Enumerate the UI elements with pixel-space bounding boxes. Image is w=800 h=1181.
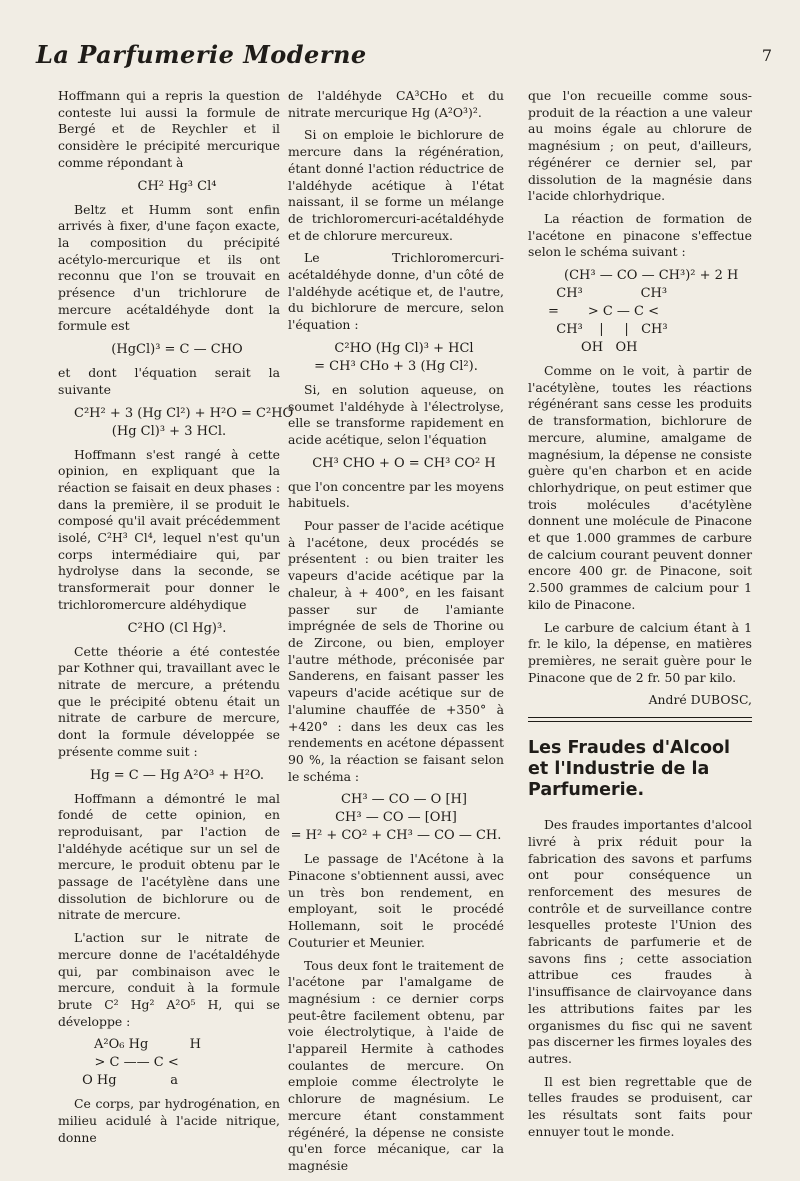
page-number: 7: [761, 46, 772, 65]
paragraph: Tous deux font le traitement de l'acétone par l'amalgame de magnésium : ce dernier corps peut-être facilement obtenu, par voie électrolytique, à l'aide de l'appareil Hermite à cathodes coulantes de mercure. On emploie comme électrolyte le chlorure de magnésium. Le mercure étant constamment régénéré, la dépense ne consiste qu'en force mécanique, car la magnésie: [288, 957, 504, 1173]
formula-structural: A²O₆ Hg H > C —— C < O Hg a: [82, 1037, 201, 1089]
paragraph: Hoffmann s'est rangé à cette opinion, en expliquant que la réaction se faisait en deux phases : dans la première, il se produit le composé qu'il avait précédemment isolé, C²H³ Cl⁴, lequel n'est qu'un corps intermédiaire qui, par hydrolyse dans la seconde, se transformerait pour donner le trichloromercure aldéhydique: [58, 446, 280, 612]
formula: C²H² + 3 (Hg Cl²) + H²O = C²HO (Hg Cl)³ + 3 HCl.: [74, 405, 294, 439]
page-header: [36, 40, 772, 74]
paragraph: Cette théorie a été contestée par Kothner qui, travaillant avec le nitrate de mercure, a prétendu que le précipité obtenu était un nitrate de carbure de mercure, dont la formule développée se présente comme suit :: [58, 643, 280, 759]
paragraph: Si, en solution aqueuse, on soumet l'aldéhyde à l'électrolyse, elle se transforme rapidement en acide acétique, selon l'équation: [288, 381, 504, 447]
paragraph: Hoffmann qui a repris la question conteste lui aussi la formule de Bergé et de Reychler et il considère le précipité mercurique comme répondant à: [58, 88, 280, 170]
column-1: [58, 88, 294, 1152]
paragraph: de l'aldéhyde CA³CHo et du nitrate mercurique Hg (A²O³)².: [288, 88, 504, 120]
formula: CH³ — CO — O [H] CH³ — CO — [OH] = H² + CO² + CH³ — CO — CH.: [290, 792, 502, 844]
paragraph: que l'on recueille comme sous-produit de la réaction a une valeur au moins égale au chlorure de magnésium ; on peut, d'ailleurs, régénérer ce dernier sel, par dissolution de la magnésie dans l'acide chlorhydrique.: [528, 88, 752, 204]
paragraph: Le passage de l'Acétone à la Pinacone s'obtiennent aussi, avec un très bon rendement, en employant, soit le procédé Hollemann, soit le procédé Couturier et Meunier.: [288, 851, 504, 950]
journal-title: La Parfumerie Moderne: [36, 40, 367, 69]
paragraph: Si on emploie le bichlorure de mercure dans la régénération, étant donné l'action réductrice de l'aldéhyde acétique à l'état naissant, il se forme un mélange de trichloromercuri-acétaldéhyde et de chlorure mercureux.: [288, 127, 504, 243]
divider: [528, 721, 752, 722]
formula-structural: (CH³ — CO — CH³)² + 2 H CH³ CH³ = > C — C < CH³ | | CH³ OH OH: [548, 268, 739, 356]
column-3: [528, 88, 752, 1146]
author-signature: André DUBOSC,: [648, 692, 752, 708]
paragraph: La réaction de formation de l'acétone en pinacone s'effectue selon le schéma suivant :: [528, 210, 752, 260]
formula: CH³ CHO + O = CH³ CO² H: [312, 455, 496, 471]
formula: C²HO (Hg Cl)³ + HCl = CH³ CHo + 3 (Hg Cl²).: [314, 340, 478, 374]
column-2: [288, 88, 504, 1181]
paragraph: Pour passer de l'acide acétique à l'acétone, deux procédés se présentent : ou bien traiter les vapeurs d'acide acétique par la chaleur, à + 400°, en les faisant passer sur de l'amiante imprégnée de sels de Thorine ou de Zircone, ou bien, employer l'autre méthode, préconisée par Sanderens, en faisant passer les vapeurs d'acide acétique sur de l'alumine chauffée de +350° à +420° : dans les deux cas les rendements en acétone dépassent 90 %, la réaction se faisant selon le schéma :: [288, 518, 504, 784]
article-title: Les Fraudes d'Alcool et l'Industrie de la Parfumerie.: [528, 738, 731, 801]
paragraph: Le carbure de calcium étant à 1 fr. le kilo, la dépense, en matières premières, ne serait guère pour le Pinacone que de 2 fr. 50 par kilo.: [528, 619, 752, 685]
formula: Hg = C — Hg A²O³ + H²O.: [89, 767, 265, 783]
paragraph: et dont l'équation serait la suivante: [58, 365, 280, 397]
formula: C²HO (Cl Hg)³.: [127, 620, 227, 636]
paragraph: Ce corps, par hydrogénation, en milieu acidulé à l'acide nitrique, donne: [58, 1096, 280, 1145]
paragraph: Hoffmann a démontré le mal fondé de cette opinion, en reproduisant, par l'action de l'aldéhyde acétique sur un sel de mercure, le produit obtenu par le passage de l'acétylène dans une dissolution de bichlorure ou de nitrate de mercure.: [58, 790, 280, 923]
formula: CH² Hg³ Cl⁴: [137, 178, 217, 194]
paragraph: Des fraudes importantes d'alcool livré à prix réduit pour la fabrication des savons et parfums ont pour conséquence un renforcement des mesures de contrôle et de surveillance contre lesquelles proteste l'Union des fabricants de parfumerie et de savons fins ; cette association attribue ces fraudes à l'insuffisance de clairvoyance dans les attributions faites par les organismes du fisc qui ne savent pas discerner les firmes loyales des autres.: [528, 817, 752, 1066]
paragraph: Beltz et Humm sont enfin arrivés à fixer, d'une façon exacte, la composition du précipité acétylo-mercurique et ils ont reconnu que l'on se trouvait en présence d'un trichlorure de mercure acétaldéhyde dont la formule est: [58, 201, 280, 334]
divider: [528, 717, 752, 718]
paragraph: Le Trichloromercuri-acétaldéhyde donne, d'un côté de l'aldéhyde acétique et, de l'autre, du bichlorure de mercure, selon l'équation :: [288, 250, 504, 333]
paragraph: Comme on le voit, à partir de l'acétylène, toutes les réactions régénérant sans cesse les produits de transformation, bichlorure de mercure, alumine, amalgame de magnésium, la dépense ne consiste guère qu'en charbon et en acide chlorhydrique, on peut estimer que trois molécules d'acétylène donnent une molécule de Pinacone et que 1.000 grammes de carbure de calcium courant peuvent donner encore 400 gr. de Pinacone, soit 2.500 grammes de calcium pour 1 kilo de Pinacone.: [528, 363, 752, 612]
formula: (HgCl)³ = C — CHO: [111, 342, 243, 358]
paragraph: que l'on concentre par les moyens habituels.: [288, 478, 504, 511]
paragraph: L'action sur le nitrate de mercure donne de l'acétaldéhyde qui, par combinaison avec le mercure, conduit à la formule brute C² Hg² A²O⁵ H, qui se développe :: [58, 930, 280, 1029]
paragraph: Il est bien regrettable que de telles fraudes se produisent, car les résultats sont faits pour ennuyer tout le monde.: [528, 1073, 752, 1139]
